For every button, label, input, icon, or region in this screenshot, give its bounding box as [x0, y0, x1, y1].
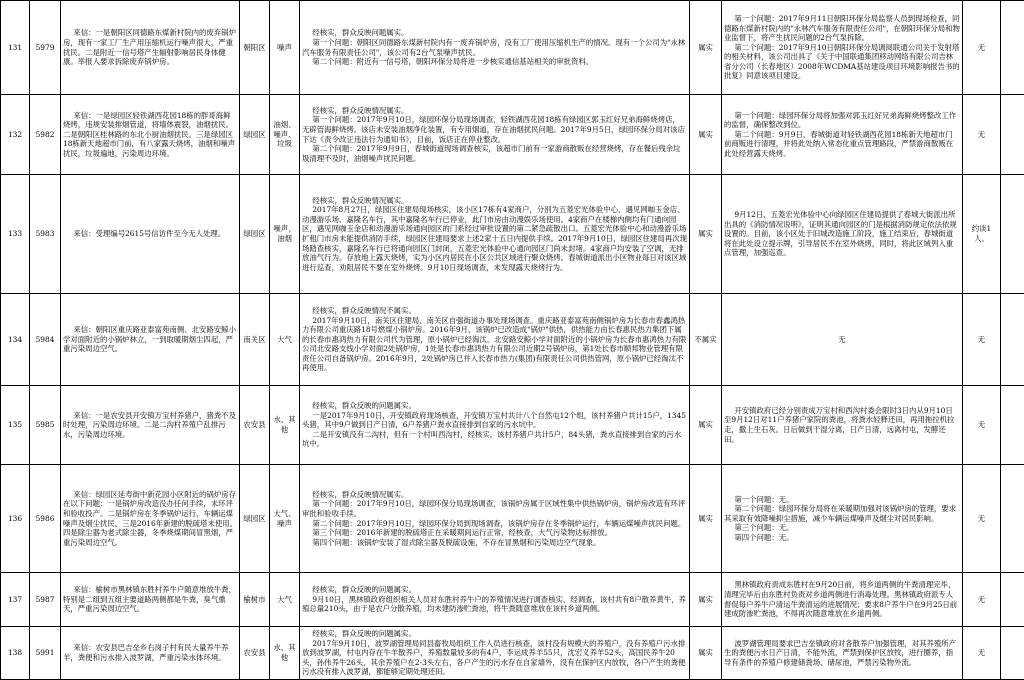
- complaint-paragraph: 来信：榆树市黑林镇东胜村养牛户随意堆放牛粪，特别是二组到五组主要道路两侧都是牛粪，臭气熏天，严重污染周边空气。: [63, 585, 237, 614]
- complaint-paragraph: 来信：一是绿园区轻铁湖西花园18栋的胖哥海鲜烧烤，违规安装排烟管道，将墙体震裂，油烟扰民。二是朝阳区桂林路的东北小厨油烟扰民。三是绿园区18栋新天地超市门前，有八家露天烧烤，油烟和噪声扰民，垃圾遍地，污染周边环境。: [63, 111, 237, 159]
- district: 榆树市: [240, 573, 270, 627]
- handling-paragraph: 开安镇政府已经分别责成万宝村和西沟村委会限时3日内从9月10日至9月12日对11户养猪户家院的粪池，将粪水轻释还田，再用拖拉机拉走，撒上生石灰。日后做到干湿分离，日产日清，远离村屯，发酵还田。: [724, 406, 960, 444]
- table-row: [1, 95, 1024, 175]
- verdict: 属实: [690, 627, 722, 680]
- handling-paragraph: 第二个问题：绿园环保分局将在采暖期加强对该锅炉房的管理，要求其采取有效降噪抑尘措施，减少车辆运煤噪声及烟尘对居民影响。: [724, 504, 960, 523]
- complaint-text: [61, 294, 240, 386]
- table-row: [1, 627, 1024, 680]
- case-code: 5991: [30, 627, 61, 680]
- findings: [300, 175, 690, 294]
- findings: [300, 627, 690, 680]
- handling-paragraph: 第四个问题：无。: [724, 533, 960, 543]
- findings-paragraph: 第二个问题：2017年9月9日，春城街道现场调查核实，该超市门前有一家游商散贩在经营烧烤，存在餐后残余垃圾清理不及时，油烟噪声扰民问题。: [302, 144, 687, 163]
- findings-paragraph: 经核实，群众反映情况属实。: [302, 490, 687, 500]
- verdict: 属实: [690, 175, 722, 294]
- row-seq: 136: [1, 465, 30, 573]
- case-code: 5984: [30, 294, 61, 386]
- findings-paragraph: 经核实，群众反映情况属实。: [302, 196, 687, 206]
- row-seq: 134: [1, 294, 30, 386]
- extra-column: [1001, 627, 1024, 680]
- handling: [722, 95, 963, 175]
- district: 朝阳区: [240, 1, 270, 95]
- accountability: 无: [963, 1, 1001, 95]
- case-code: 5982: [30, 95, 61, 175]
- case-code: 5985: [30, 386, 61, 465]
- extra-column: [1001, 573, 1024, 627]
- handling: [722, 386, 963, 465]
- verdict: 属实: [690, 1, 722, 95]
- pollution-type: 大气: [270, 573, 300, 627]
- handling: [722, 294, 963, 386]
- pollution-type: 噪声、油烟: [270, 175, 300, 294]
- complaint-paragraph: 来信：一是朝阳区同德路东煤新村院内的废弃锅炉房，现有一家工厂生产用压缩机运行噪声很大，严重扰民。二是附近一信号塔产生辐射影响居民身体健康。举报人要求拆除废弃锅炉房。: [63, 28, 237, 66]
- accountability: 约谈1人。: [963, 175, 1001, 294]
- pollution-type: 水、其他: [270, 386, 300, 465]
- handling-paragraph: 第一个问题：2017年9月11日朝阳环保分局监察人员到现场检查，同德路东煤新村院内的"永林汽车服务有限责任公司"，在朝阳环保分局和物业监督下，将产生扰民问题的2台气泵拆除。: [724, 14, 960, 43]
- handling: [722, 1, 963, 95]
- district: 农安县: [240, 386, 270, 465]
- pollution-type: 油烟、噪声、垃圾: [270, 95, 300, 175]
- findings-paragraph: 第三个问题：2016年新建的脱硫塔正在采暖期间运行正常，经核查，大气污染物达标排放。: [302, 528, 687, 538]
- accountability: 无: [963, 573, 1001, 627]
- row-seq: 133: [1, 175, 30, 294]
- extra-column: [1001, 95, 1024, 175]
- case-code: 5983: [30, 175, 61, 294]
- complaint-text: [61, 1, 240, 95]
- complaint-paragraph: 来信：朝阳区重庆路亚泰富苑南侧、北安路安鲸小学对面附近的小锅炉林立，一到取暖期烟尘四起，严重污染周边空气。: [63, 325, 237, 354]
- findings: [300, 465, 690, 573]
- handling: [722, 627, 963, 680]
- accountability: 无: [963, 465, 1001, 573]
- findings-paragraph: 2017年9月10日，南关区住建局、南关区自强街道办事处现场调查。重庆路亚泰富苑南侧锅炉房为长春市春鑫鸿热力有限公司重庆路18号燃煤小锅炉房。2016年9月，该锅炉已改造成"锅炉"供热，供热能力由长春惠民热力集团下属的长春市惠鸿热力有限公司代为管理，原小锅炉已经淘汰。北安路安鲸小学对面附近的小锅炉房为长春市惠鸿热力有限公司北安路支线小学对面2处锅炉房，1处是长春市惠鸿热力有限公司近期2号锅炉房，第1处长春市顺邦物业管理有限责任公司自备锅炉房。2016年9月，2处锅炉房已并入长春市热力(集团)有限责任公司供热管网，原小锅炉已经淘汰不再使用。: [302, 316, 687, 374]
- accountability: 无: [963, 627, 1001, 680]
- table-row: [1, 573, 1024, 627]
- pollution-type: 大气、噪声: [270, 465, 300, 573]
- findings-paragraph: 第二个问题：2017年9月10日，绿园环保分局到现场调查，该锅炉房存在冬季锅炉运行，车辆运煤噪声扰民问题。: [302, 519, 687, 529]
- complaint-paragraph: 来信：绿园区延寿街中新花园小区附近的锅炉房存在以下问题：一是锅炉房改造没办任何手续，未环评和验收投产。二是锅炉房在冬季锅炉运行，车辆运煤噪声及烟尘扰民。三是2016年新建的脱硫塔未使用。四是除尘器为老式除尘器，冬季烧煤期间冒黑烟，严重污染周边空气。: [63, 490, 237, 548]
- findings-paragraph: 第一个问题：朝阳区同德路东煤新村院内有一废弃锅炉房，没有工厂使用压缩机生产的情况。现有一个公司为"永林汽车服务有限责任公司"，该公司有2台气泵噪声扰民。: [302, 38, 687, 57]
- findings-paragraph: 第一个问题：2017年9月10日，绿园环保分局现场调查，轻铁湖西花园18栋有绿园区郭玉红好兄弟海鲜烧烤店，无辟管海鲜烧烤。该店未安装油烟净化装置，有专用烟道，存在油烟扰民问题。2017年9月5日，绿园环保分局对该店下达《责令改正违法行为通知书》，目前，饭店正在停业整改。: [302, 115, 687, 144]
- verdict: 属实: [690, 573, 722, 627]
- accountability: 无: [963, 294, 1001, 386]
- findings-paragraph: 第四个问题：该锅炉安装了湿式除尘器及脱硫设施，不存在冒黑烟和污染周边空气现象。: [302, 538, 687, 548]
- table-row: [1, 294, 1024, 386]
- district: 南关区: [240, 294, 270, 386]
- case-code: 5979: [30, 1, 61, 95]
- complaint-text: [61, 95, 240, 175]
- district: 绿园区: [240, 465, 270, 573]
- pollution-type: 噪声: [270, 1, 300, 95]
- handling-paragraph: 无: [724, 335, 960, 345]
- handling: [722, 175, 963, 294]
- verdict: 属实: [690, 386, 722, 465]
- table-row: [1, 175, 1024, 294]
- row-seq: 131: [1, 1, 30, 95]
- complaint-paragraph: 来信：受理编号2615号信访件至今无人处理。: [63, 229, 237, 239]
- findings: [300, 294, 690, 386]
- findings-paragraph: 经核实，群众反映的问题属实。: [302, 401, 687, 411]
- verdict: 属实: [690, 465, 722, 573]
- findings-paragraph: 二是开安镇没有二沟村，但有一个村叫西沟村，经核实，该村养猪户共计5户，84头猪，粪水直接排到自家的污水坑中。: [302, 430, 687, 449]
- handling: [722, 573, 963, 627]
- extra-column: [1001, 175, 1024, 294]
- handling-paragraph: 波罗湖管理局要求巴吉垒镇政府对各散养户加强管理，对其养殖所产生的粪便污水日产日清，不能外流，严禁到保护区放牧，进行圈养，指导有条件的养殖户修建储粪场、储尿池，严禁污染物外流。: [724, 639, 960, 668]
- district: 农安县: [240, 627, 270, 680]
- verdict: 不属实: [690, 294, 722, 386]
- table-body: [1, 1, 1024, 680]
- handling-paragraph: 黑林镇政府责成东胜村在9月20日前，将乡道两侧的牛粪清理完毕，清理完毕后由东胜村负责对乡道两侧进行消毒处理。黑林镇政府派专人督促每户养牛户清运牛粪清运的进展情况；要求8户养牛户在9月25日前建成防渗贮粪池，不得再次随意堆放在乡道两侧。: [724, 580, 960, 618]
- table-row: [1, 386, 1024, 465]
- extra-column: [1001, 294, 1024, 386]
- findings-paragraph: 经核实，群众反映问题属实。: [302, 28, 687, 38]
- findings-paragraph: 经核实，群众反映的问题属实。: [302, 585, 687, 595]
- verdict: 属实: [690, 95, 722, 175]
- pollution-type: 水、其他: [270, 627, 300, 680]
- findings: [300, 573, 690, 627]
- pollution-type: 大气: [270, 294, 300, 386]
- district: 绿园区: [240, 175, 270, 294]
- findings-paragraph: 9月10日，黑林镇政府组织相关人员对东胜村养牛户的养殖情况进行调查核实，经调查，该村共有8户散养黄牛，养殖总量210头，由于是农户分散养殖，均未建防渗贮粪池，将牛粪随意堆放在该村乡道两侧。: [302, 595, 687, 614]
- complaint-text: [61, 627, 240, 680]
- findings-paragraph: 第二个问题：附近有一信号塔，朝阳环保分局将进一步核实通信基站相关的审批资料。: [302, 57, 687, 67]
- case-code: 5987: [30, 573, 61, 627]
- row-seq: 137: [1, 573, 30, 627]
- accountability: 无: [963, 95, 1001, 175]
- complaint-paragraph: 来信：农安县巴吉垒乡右岗子村有民大量养牛养羊，粪便和污水排入波罗湖，严重污染水体环境。: [63, 643, 237, 662]
- findings-paragraph: 经核实，群众反映情况不属实。: [302, 306, 687, 316]
- handling-paragraph: 第一个问题：无。: [724, 495, 960, 505]
- accountability: 无: [963, 386, 1001, 465]
- findings-paragraph: 经核实，群众反映情况属实。: [302, 106, 687, 116]
- handling: [722, 465, 963, 573]
- table-row: [1, 465, 1024, 573]
- row-seq: 135: [1, 386, 30, 465]
- handling-paragraph: 第一个问题：绿园环保分局将加强对郭玉红好兄弟海鲜烧烤整改工作的监督，确保整改到位。: [724, 111, 960, 130]
- findings-paragraph: 经核实，群众反映的问题属实。: [302, 629, 687, 639]
- row-seq: 132: [1, 95, 30, 175]
- row-seq: 138: [1, 627, 30, 680]
- complaint-text: [61, 175, 240, 294]
- findings-paragraph: 2017年9月10日，波罗湖管理局同县畜牧局组织工作人员进行核查，该村没有规模大的养殖户，没有养殖户污水排放到波罗湖，村屯内存在牛羊散养户，养殖数量较多的有4户，李运成养羊55只，沈宏义养羊52头，高国民养牛20头，孙伟养牛26头，其余养殖户在2-3头左右，各户产生的污水存在自家墙外，没有在保护区内放牧，各户产生的粪便污水没有排入波罗湖，都能够定期处理还田。: [302, 639, 687, 677]
- table-row: [1, 1, 1024, 95]
- handling-paragraph: 9月12日，五菱宏光体验中心向绿园区住建局提供了春城大街派出所出具的《消防情况说明》，证明其通向园区的门是根据消防规定依法依规设置的。目前，该小区处于旧城改造施工阶段，施工结束后，春城街道将在此处设立提示牌，引导居民不在室外烧烤，同时，将此区域列入重点管理，加强巡查。: [724, 210, 960, 258]
- complaint-text: [61, 465, 240, 573]
- extra-column: [1001, 386, 1024, 465]
- extra-column: [1001, 465, 1024, 573]
- findings-paragraph: 2017年8月27日，绿园区住建局现场核实，该小区17栋有4家商户，分别为五菱宏光体验中心、遇见网咖玉金店、动漫游乐场、嘉隆名车行，其中嘉隆名车行已停业，此门市房由动漫娱乐场使用。4家商户在楼梯内侧均有门通向园区，遇见网咖玉金店和动漫游乐场通向园区的门系经过审批设置的第二紧急疏散出口。五菱宏光体验中心和动漫游乐场扩租门市房未能提供消防手续，绿园区住建局要求上述2家十五日内提供手续。2017年9月10日，绿园区住建局再次现场踏查核实，嘉隆名车行已将通向园区门封闭，五菱宏光体验中心通向园区门尚未封堵。4家商户均安装了空调，无排放油气行为。存放地上露天烧烤，实为小区内居民在小区公共区域进行聚众烧烤。春城街道派出小区物业每日对该区域进行巡查，劝阻居民不要在室外烧烤。9月10日现场调查，未发现露天烧烤行为。: [302, 205, 687, 272]
- findings: [300, 95, 690, 175]
- handling-paragraph: 第三个问题：无。: [724, 523, 960, 533]
- findings-paragraph: 第一个问题：2017年9月10日，绿园环保分局现场调查，该锅炉房属于区域性集中供热锅炉房，锅炉房改造有环评审批和验收手续。: [302, 499, 687, 518]
- findings: [300, 1, 690, 95]
- findings-paragraph: 一是2017年9月10日，开安镇政府现场核查，开安镇万宝村共计八个自然屯12个组，该村养猪户共计15户，1345头猪，其中9户做到日产日清，6户养猪户粪水直接排到自家的污水坑中。: [302, 411, 687, 430]
- case-code: 5986: [30, 465, 61, 573]
- district: 绿园区: [240, 95, 270, 175]
- findings: [300, 386, 690, 465]
- complaint-text: [61, 386, 240, 465]
- extra-column: [1001, 1, 1024, 95]
- complaint-text: [61, 573, 240, 627]
- complaint-paragraph: 来信：一是农安县开安镇万宝村养猪户，猪粪不及时处理，污染周边环境。二是二沟村养殖户乱排污水，污染周边环境。: [63, 411, 237, 440]
- handling-paragraph: 第二个问题：2017年9月10日朝阳环保分局调阅联通公司关于发射塔的相关材料，该公司出具了《关于中国联通集团移动网络有限公司吉林省分公司（长春地区）2008年WCDMA基站建设项目环境影响报告书的批复》同意该项目建设。: [724, 43, 960, 81]
- handling-paragraph: 第二个问题：9月9日，春城街道对轻铁湖西花园18栋新天地超市门前商贩进行清理，并将此处纳入常态化重点管理路段，严禁游商散贩在此处经营露天烧烤。: [724, 130, 960, 159]
